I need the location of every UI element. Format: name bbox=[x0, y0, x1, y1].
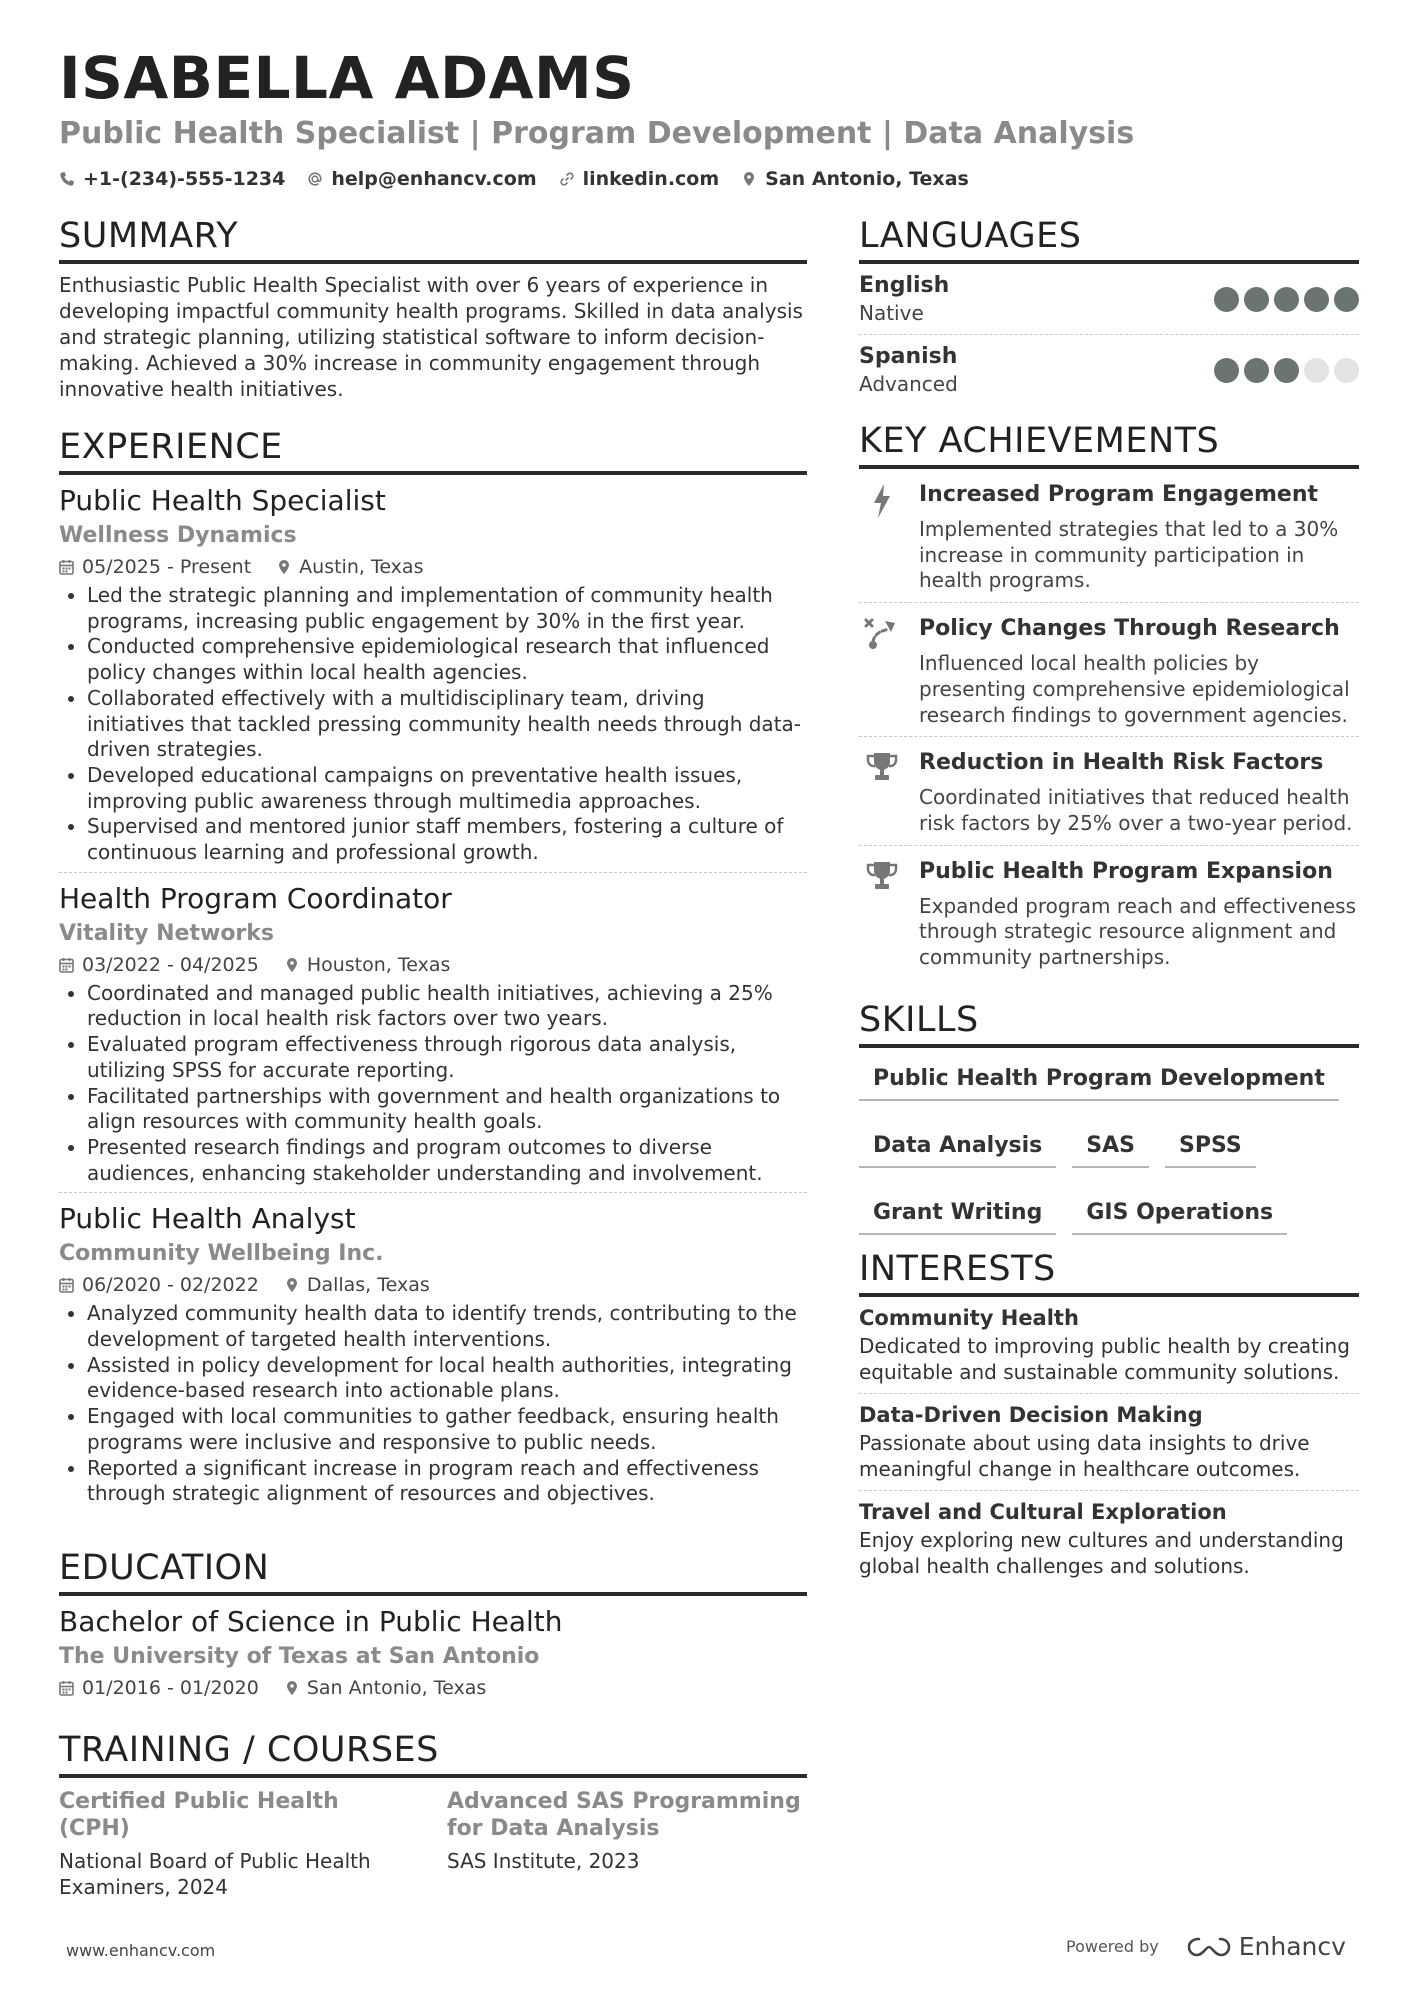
job-dates bbox=[59, 951, 259, 979]
education-degree: Bachelor of Science in Public Health bbox=[59, 1605, 563, 1638]
contact-location bbox=[741, 168, 969, 190]
job-location-text: Austin, Texas bbox=[299, 556, 424, 578]
course-entry bbox=[59, 1788, 417, 1900]
education-title: EDUCATION bbox=[59, 1548, 807, 1596]
contact-email-text: help@enhancv.com bbox=[331, 168, 537, 190]
location-pin-icon bbox=[285, 1277, 299, 1293]
education-dates bbox=[59, 1674, 259, 1702]
course-title: Certified Public Health (CPH) bbox=[59, 1789, 339, 1841]
interest-desc: Enjoy exploring new cultures and understanding global health challenges and solutions. bbox=[859, 1528, 1344, 1578]
interest-desc: Dedicated to improving public health by creating equitable and sustainable community solutions. bbox=[859, 1334, 1350, 1384]
job-bullet: • Reported a significant increase in program reach and effectiveness through strategic alignment of resources and objectives. bbox=[87, 1456, 807, 1507]
job-location bbox=[285, 951, 451, 979]
skill-tag: Grant Writing bbox=[859, 1192, 1056, 1235]
education-location-text: San Antonio, Texas bbox=[306, 1677, 487, 1699]
education-location bbox=[285, 1674, 486, 1702]
skill-tag: GIS Operations bbox=[1072, 1192, 1287, 1235]
job-bullet: • Evaluated program effectiveness through rigorous data analysis, utilizing SPSS for accurate reporting. bbox=[87, 1032, 807, 1083]
location-pin-icon bbox=[741, 171, 757, 187]
rating-dot-empty bbox=[1334, 358, 1359, 383]
education-section bbox=[59, 1548, 807, 1708]
interests-title: INTERESTS bbox=[859, 1249, 1359, 1297]
job-bullet: • Presented research findings and program outcomes to diverse audiences, enhancing stakeholder understanding and involvement. bbox=[87, 1135, 807, 1186]
skill-tag: Public Health Program Development bbox=[859, 1058, 1339, 1101]
candidate-headline: Public Health Specialist | Program Development | Data Analysis bbox=[59, 116, 1135, 151]
job-meta bbox=[59, 951, 807, 979]
job-company: Wellness Dynamics bbox=[59, 523, 297, 548]
contact-bar bbox=[59, 168, 969, 190]
job-bullet: • Coordinated and managed public health initiatives, achieving a 25% reduction in local health risk factors over two years. bbox=[87, 981, 807, 1032]
language-rating bbox=[1214, 358, 1359, 383]
achievements-title: KEY ACHIEVEMENTS bbox=[859, 421, 1359, 469]
calendar-icon bbox=[59, 957, 74, 973]
interest-desc: Passionate about using data insights to drive meaningful change in healthcare outcomes. bbox=[859, 1431, 1310, 1481]
achievement-desc: Expanded program reach and effectiveness through strategic resource alignment and community partnerships. bbox=[919, 893, 1356, 970]
rating-dot-filled bbox=[1214, 358, 1239, 383]
achievement-title: Reduction in Health Risk Factors bbox=[919, 750, 1324, 776]
interest-item bbox=[859, 1394, 1359, 1491]
job-title: Health Program Coordinator bbox=[59, 881, 452, 915]
achievement-title: Increased Program Engagement bbox=[919, 482, 1319, 507]
rating-dot-filled bbox=[1214, 287, 1239, 312]
job-dates-text: 03/2022 - 04/2025 bbox=[82, 953, 259, 976]
calendar-icon bbox=[59, 1680, 74, 1696]
phone-icon bbox=[59, 171, 75, 187]
job-location bbox=[285, 1271, 430, 1299]
interest-item bbox=[859, 1491, 1359, 1587]
achievement-item bbox=[859, 737, 1359, 845]
footer-url[interactable]: www.enhancv.com bbox=[66, 1941, 216, 1960]
education-school: The University of Texas at San Antonio bbox=[59, 1644, 540, 1669]
job-entry bbox=[59, 873, 807, 1194]
contact-linkedin[interactable] bbox=[559, 168, 720, 190]
training-section bbox=[59, 1730, 807, 1900]
job-bullet: • Analyzed community health data to identify trends, contributing to the development of targeted health interventions. bbox=[87, 1301, 807, 1352]
rating-dot-filled bbox=[1274, 358, 1299, 383]
skills-list bbox=[859, 1058, 1359, 1235]
language-level: Advanced bbox=[859, 372, 958, 396]
job-dates bbox=[59, 553, 251, 581]
contact-email[interactable] bbox=[307, 168, 536, 190]
achievement-content bbox=[919, 858, 1359, 971]
job-title: Public Health Analyst bbox=[59, 1202, 356, 1236]
skills-section bbox=[859, 1000, 1359, 1235]
job-bullets bbox=[59, 1301, 807, 1507]
job-bullets bbox=[59, 981, 807, 1187]
job-dates bbox=[59, 1271, 259, 1299]
interest-title: Community Health bbox=[859, 1306, 1079, 1330]
job-entry bbox=[59, 1193, 807, 1513]
summary-text: Enthusiastic Public Health Specialist with over 6 years of experience in developing impactful community health programs. Skilled in data analysis and strategic planning, utilizing statistical software to inform decision-making. Achieved a 30% increase in community engagement through innovative health initiatives. bbox=[59, 273, 803, 401]
achievements-section bbox=[859, 421, 1359, 979]
achievement-item bbox=[859, 846, 1359, 979]
trophy-icon bbox=[859, 749, 905, 836]
languages-section bbox=[859, 216, 1359, 405]
job-company: Community Wellbeing Inc. bbox=[59, 1241, 384, 1267]
course-desc: National Board of Public Health Examiners, 2024 bbox=[59, 1849, 371, 1899]
job-bullet: • Assisted in policy development for local health authorities, integrating evidence-based research into actionable plans. bbox=[87, 1353, 807, 1404]
achievement-content bbox=[919, 749, 1359, 836]
language-level: Native bbox=[859, 301, 924, 325]
education-meta bbox=[59, 1674, 807, 1702]
training-list bbox=[59, 1788, 807, 1900]
job-bullets bbox=[59, 583, 807, 866]
language-item bbox=[859, 335, 1359, 405]
experience-section bbox=[59, 427, 807, 1513]
achievement-content bbox=[919, 615, 1359, 728]
rating-dot-filled bbox=[1304, 287, 1329, 312]
job-company: Vitality Networks bbox=[59, 920, 275, 946]
contact-phone-text: +1-(234)-555-1234 bbox=[83, 168, 286, 190]
location-pin-icon bbox=[277, 559, 291, 575]
lightning-bolt-icon bbox=[859, 481, 905, 594]
job-bullet: • Conducted comprehensive epidemiological research that influenced policy changes within local health agencies. bbox=[87, 634, 807, 685]
contact-location-text: San Antonio, Texas bbox=[765, 168, 969, 190]
education-dates-text: 01/2016 - 01/2020 bbox=[82, 1677, 259, 1699]
achievement-desc: Implemented strategies that led to a 30% increase in community participation in health programs. bbox=[919, 517, 1339, 593]
achievement-title: Public Health Program Expansion bbox=[919, 858, 1333, 884]
course-title: Advanced SAS Programming for Data Analysis bbox=[447, 1789, 801, 1841]
achievement-content bbox=[919, 481, 1359, 594]
achievement-item bbox=[859, 603, 1359, 737]
powered-by-text: Powered by bbox=[1066, 1937, 1159, 1956]
link-icon bbox=[559, 171, 575, 187]
language-text bbox=[859, 343, 958, 397]
job-dates-text: 05/2025 - Present bbox=[82, 556, 252, 578]
job-dates-text: 06/2020 - 02/2022 bbox=[82, 1274, 259, 1297]
rating-dot-filled bbox=[1244, 358, 1269, 383]
job-location-text: Houston, Texas bbox=[306, 953, 451, 976]
experience-title: EXPERIENCE bbox=[59, 427, 807, 475]
achievement-item bbox=[859, 469, 1359, 603]
job-location-text: Dallas, Texas bbox=[306, 1274, 430, 1297]
language-text bbox=[859, 272, 949, 326]
location-pin-icon bbox=[285, 957, 299, 973]
interest-item bbox=[859, 1297, 1359, 1394]
footer-branding bbox=[1066, 1932, 1346, 1961]
language-name: English bbox=[859, 273, 950, 298]
summary-title: SUMMARY bbox=[59, 216, 807, 264]
language-rating bbox=[1214, 287, 1359, 312]
training-title: TRAINING / COURSES bbox=[59, 1730, 807, 1778]
achievement-desc: Influenced local health policies by presenting comprehensive epidemiological research findings to government agencies. bbox=[919, 651, 1350, 727]
job-entry bbox=[59, 475, 807, 873]
job-title: Public Health Specialist bbox=[59, 484, 386, 517]
candidate-name: ISABELLA ADAMS bbox=[59, 44, 635, 112]
education-entry bbox=[59, 1596, 807, 1708]
contact-phone[interactable] bbox=[59, 168, 285, 190]
job-bullet: • Engaged with local communities to gather feedback, ensuring health programs were inclusive and responsive to public needs. bbox=[87, 1404, 807, 1455]
job-bullet: • Developed educational campaigns on preventative health issues, improving public awareness through multimedia approaches. bbox=[87, 763, 807, 814]
skill-tag: SPSS bbox=[1165, 1125, 1256, 1168]
course-desc: SAS Institute, 2023 bbox=[447, 1849, 640, 1873]
trophy-icon bbox=[859, 858, 905, 971]
interest-title: Travel and Cultural Exploration bbox=[859, 1500, 1227, 1524]
at-icon bbox=[307, 171, 323, 187]
skills-title: SKILLS bbox=[859, 1000, 1359, 1048]
enhancv-logo-icon bbox=[1187, 1935, 1231, 1959]
calendar-icon bbox=[59, 559, 74, 575]
job-bullet: • Supervised and mentored junior staff members, fostering a culture of continuous learning and professional growth. bbox=[87, 814, 807, 865]
brand-name: Enhancv bbox=[1238, 1932, 1346, 1961]
job-bullet: • Facilitated partnerships with government and health organizations to align resources with community health goals. bbox=[87, 1084, 807, 1135]
interest-title: Data-Driven Decision Making bbox=[859, 1403, 1203, 1427]
achievement-desc: Coordinated initiatives that reduced health risk factors by 25% over a two-year period. bbox=[919, 785, 1353, 835]
rating-dot-filled bbox=[1244, 287, 1269, 312]
job-meta bbox=[59, 1271, 807, 1299]
skill-tag: Data Analysis bbox=[859, 1125, 1056, 1168]
language-item bbox=[859, 264, 1359, 335]
languages-title: LANGUAGES bbox=[859, 216, 1359, 264]
contact-linkedin-text: linkedin.com bbox=[582, 168, 720, 190]
calendar-icon bbox=[59, 1277, 74, 1293]
job-meta bbox=[59, 553, 807, 581]
job-bullet: • Led the strategic planning and implementation of community health programs, increasing public engagement by 30% in the first year. bbox=[87, 583, 807, 634]
skill-tag: SAS bbox=[1072, 1125, 1149, 1168]
location-pin-icon bbox=[285, 1680, 299, 1696]
rating-dot-filled bbox=[1274, 287, 1299, 312]
rating-dot-empty bbox=[1304, 358, 1329, 383]
rating-dot-filled bbox=[1334, 287, 1359, 312]
job-location bbox=[277, 553, 423, 581]
strategy-arrow-icon bbox=[859, 615, 905, 728]
summary-section bbox=[59, 216, 807, 402]
achievement-title: Policy Changes Through Research bbox=[919, 616, 1340, 642]
job-bullet: • Collaborated effectively with a multidisciplinary team, driving initiatives that tackled pressing community health needs through data-driven strategies. bbox=[87, 686, 807, 763]
interests-section bbox=[859, 1249, 1359, 1587]
language-name: Spanish bbox=[859, 344, 958, 369]
brand-logo[interactable] bbox=[1187, 1932, 1346, 1961]
course-entry bbox=[447, 1788, 805, 1900]
